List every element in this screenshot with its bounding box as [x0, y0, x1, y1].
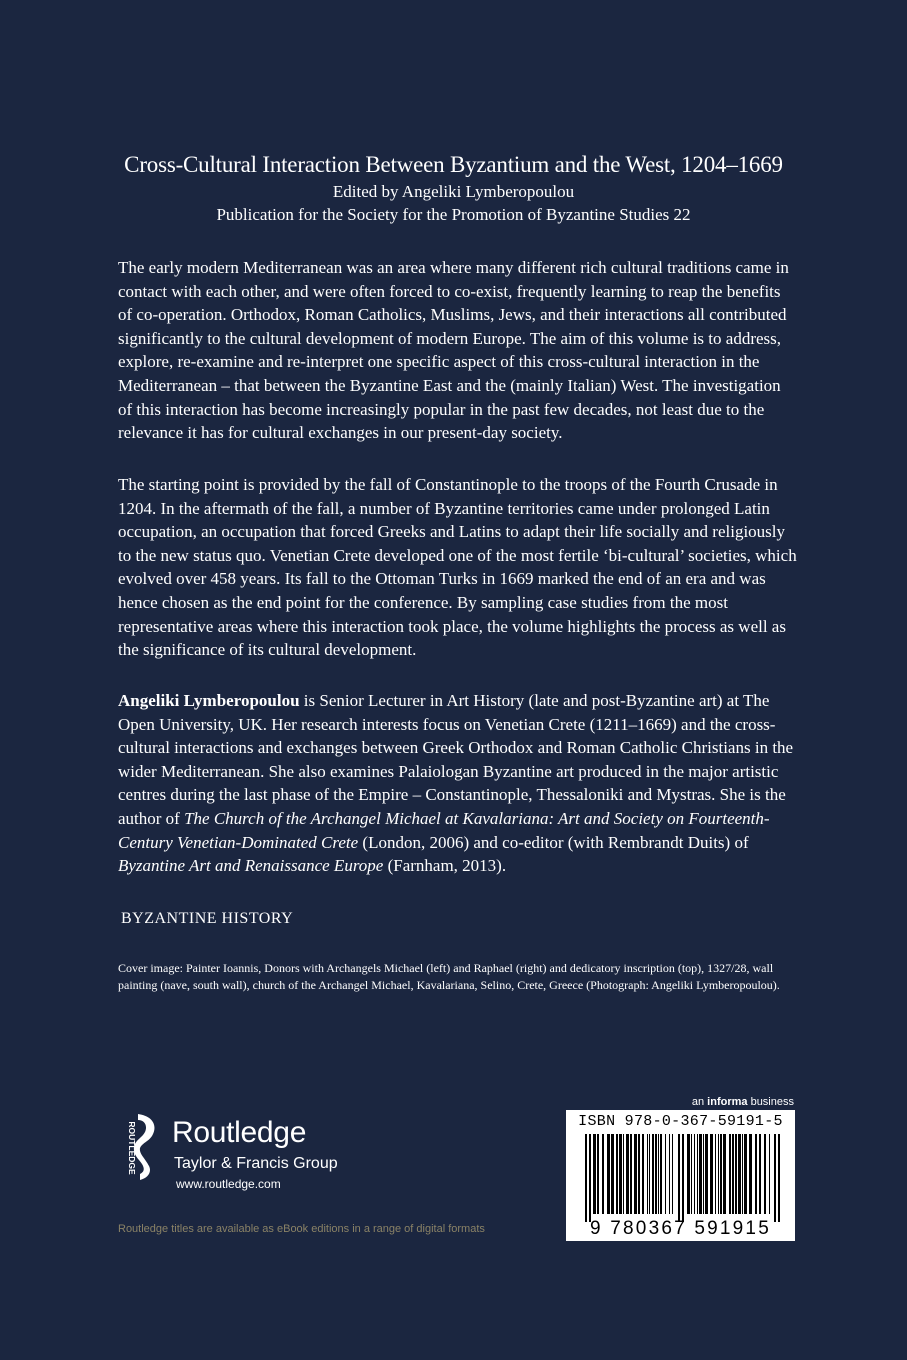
barcode-bars: [575, 1134, 786, 1222]
barcode-bar: [607, 1134, 610, 1214]
routledge-logo: [118, 1112, 358, 1192]
bio-text-3: (Farnham, 2013).: [383, 856, 507, 876]
barcode-bar: [715, 1134, 716, 1214]
barcode-bar: [652, 1134, 654, 1214]
barcode-bar: [778, 1134, 780, 1222]
barcode-bar: [749, 1134, 752, 1214]
barcode-bar: [732, 1134, 734, 1214]
description-paragraph-2: The starting point is provided by the fall of Constantinople to the troops of the Fourth Crusade in 1204. In the aftermath of the fall, a number of Byzantine territories came under prolonged Latin occupation, an occupation that forced Greeks and Latins to adapt their life socially and religiously to the new status quo. Venetian Crete developed one of the most fertile ‘bi-cultural’ societies, which evolved over 458 years. Its fall to the Ottoman Turks in 1669 marked the end of an era and was hence chosen as the end point for the conference. By sampling case studies from the most representative areas where this interaction took place, the volume highlights the process as well as the significance of its cultural development.: [118, 475, 797, 660]
book-title-2: Byzantine Art and Renaissance Europe: [118, 856, 384, 876]
barcode-bar: [720, 1134, 722, 1214]
barcode-bar: [602, 1134, 604, 1214]
barcode-bar: [710, 1134, 713, 1214]
barcode-bar: [655, 1134, 657, 1214]
barcode-bar: [755, 1134, 757, 1214]
book-title: Cross-Cultural Interaction Between Byzantium and the West, 1204–1669: [124, 152, 783, 177]
barcode-bar: [638, 1134, 640, 1214]
barcode-bar: [687, 1134, 690, 1214]
barcode-bar: [774, 1134, 776, 1222]
ebook-availability-note: Routledge titles are available as eBook editions in a range of digital formats: [118, 1223, 485, 1235]
barcode-bar: [642, 1134, 644, 1214]
barcode-bar: [764, 1134, 766, 1214]
publisher-name: Routledge: [172, 1116, 307, 1149]
barcode-bar: [742, 1134, 743, 1214]
barcode-bar: [669, 1134, 670, 1214]
publisher-group: Taylor & Francis Group: [174, 1155, 338, 1172]
title-block: [0, 150, 907, 226]
informa-business-label: [570, 1095, 794, 1109]
barcode-bar: [691, 1134, 692, 1214]
barcode-bar: [718, 1134, 719, 1214]
editor-line: Edited by Angeliki Lymberopoulou: [332, 182, 575, 201]
barcode-bar: [593, 1134, 596, 1214]
barcode-bar: [769, 1134, 770, 1214]
barcode-bar: [672, 1134, 673, 1214]
barcode-bar: [682, 1134, 684, 1222]
description-paragraph-1: The early modern Mediterranean was an area where many different rich cultural traditions came in contact with each other, and were often forced to co-exist, frequently learning to reap the benefits of co-operation. Orthodox, Roman Catholics, Muslims, Jews, and their interactions all contributed significantly to the cultural development of modern Europe. The aim of this volume is to address, explore, re-examine and re-interpret one specific aspect of this cross-cultural interaction in the Mediterranean – that between the Byzantine East and the (mainly Italian) West. The investigation of this interaction has become increasingly popular in the past few decades, not least due to the relevance it has for cultural exchanges in our present-day society.: [118, 258, 789, 443]
barcode-bar: [735, 1134, 737, 1214]
barcode-bar: [678, 1134, 680, 1222]
author-bio-paragraph: [118, 689, 798, 878]
barcode-bar: [585, 1134, 587, 1222]
book-title-1: The Church of the Archangel Michael at Kavalariana: Art and Society on Fourteenth-Century Venetian-Dominated Crete: [118, 808, 770, 852]
routledge-mark-text: ROUTLEDGE: [127, 1121, 137, 1175]
barcode-bar: [729, 1134, 731, 1214]
barcode-bar: [647, 1134, 648, 1214]
barcode-bar: [694, 1134, 695, 1214]
barcode-bar: [658, 1134, 659, 1214]
isbn-label: ISBN 978-0-367-59191-5: [578, 1113, 783, 1130]
barcode-bar: [597, 1134, 599, 1214]
barcode-bar: [623, 1134, 624, 1214]
subject-category: BYZANTINE HISTORY: [121, 910, 294, 927]
series-line: Publication for the Society for the Promotion of Byzantine Studies 22: [216, 205, 691, 224]
isbn-barcode: [566, 1110, 795, 1241]
barcode-bar: [699, 1134, 702, 1214]
informa-prefix: an: [691, 1096, 708, 1108]
barcode-bar: [649, 1134, 650, 1214]
barcode-bar: [705, 1134, 708, 1214]
informa-brand: informa: [707, 1096, 748, 1108]
barcode-bar: [723, 1134, 726, 1214]
barcode-bar: [589, 1134, 591, 1222]
barcode-bar: [660, 1134, 662, 1214]
author-name: Angeliki Lymberopoulou: [118, 691, 300, 710]
bio-text-1: is Senior Lecturer in Art History (late and post-Byzantine art) at The Open University, UK. Her research interests focus on Venetian Crete (1211–1669) and the cross-cultural interactions and exchanges between Greek Orthodox and Roman Catholic Christians in the wider Mediterranean. She also examines Palaiologan Byzantine art produced in the major artistic centres during the last phase of the Empire – Constantinople, Thessaloniki and Mystras. She is the author of: [118, 691, 794, 828]
informa-suffix: business: [747, 1096, 794, 1108]
barcode-bar: [665, 1134, 666, 1214]
barcode-bar: [611, 1134, 614, 1214]
barcode-bar: [634, 1134, 637, 1214]
publisher-url: www.routledge.com: [176, 1177, 281, 1191]
bio-text-2: (London, 2006) and co-editor (with Rembrandt Duits) of: [358, 832, 749, 852]
barcode-bar: [630, 1134, 632, 1214]
barcode-bar: [744, 1134, 747, 1214]
barcode-bar: [759, 1134, 761, 1214]
barcode-bar: [697, 1134, 698, 1214]
barcode-bar: [619, 1134, 622, 1214]
cover-image-credit: Cover image: Painter Ioannis, Donors with Archangels Michael (left) and Raphael (right) and dedicatory inscription (top), 1327/28, wall painting (nave, south wall), church of the Archangel Michael, Kavalariana, Selino, Crete, Greece (Photograph: Angeliki Lymberopoulou).: [118, 961, 780, 992]
barcode-bar: [703, 1134, 704, 1214]
routledge-mark-icon: [118, 1112, 160, 1182]
barcode-bar: [626, 1134, 629, 1214]
barcode-bar: [616, 1134, 618, 1214]
barcode-digits: 9 780367 591915: [590, 1218, 771, 1239]
barcode-bar: [738, 1134, 741, 1214]
